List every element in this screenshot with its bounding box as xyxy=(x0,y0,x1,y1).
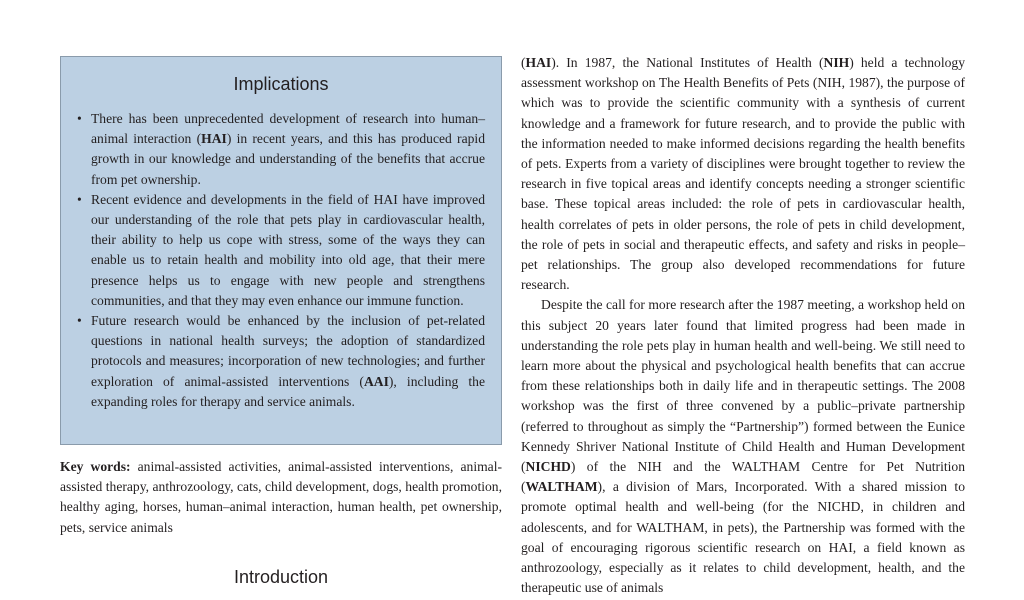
body-paragraph-2: Despite the call for more research after the 1987 meeting, a workshop held on this subject 20 years later found that limited progress had been made in understanding the role pets play in human health and well-being. We still need to learn more about the physical and psychological health benefits that can accrue from these relationships both in daily life and in therapeutic settings. The 2008 workshop was the first of three convened by a public–private partnership (referred to throughout as simply the “Partnership”) formed between the Eunice Kennedy Shriver National Institute of Child Health and Human Development (NICHD) of the NIH and the WALTHAM Centre for Pet Nutrition (WALTHAM), a division of Mars, Incorporated. With a shared mission to promote optimal health and well-being (for the NICHD, in children and adolescents, and for WALTHAM, in pets), the Partnership was formed with the goal of encouraging rigorous scientific research on HAI, a field known as anthrozoology, especially as it relates to child development, health, and the therapeutic use of animals xyxy=(521,297,965,596)
left-column xyxy=(60,56,502,590)
introduction-heading: Introduction xyxy=(233,566,329,587)
keywords-label: Key words: xyxy=(60,459,131,474)
keywords xyxy=(60,457,502,538)
implication-bullet-3: • Future research would be enhanced by the inclusion of pet-related questions in national health surveys; the adoption of standardized protocols and measures; incorporation of new technologies; and further exploration of animal-assisted interventions (AAI), including the expanding roles for therapy and service animals. xyxy=(77,311,485,412)
implications-title: Implications xyxy=(233,74,329,94)
keywords-text: animal-assisted activities, animal-assisted interventions, animal-assisted therapy, anthrozoology, cats, child development, dogs, health promotion, healthy aging, horses, human–animal interaction, human health, pet ownership, pets, service animals xyxy=(60,459,503,535)
implications-box xyxy=(60,56,502,445)
body-paragraph-1: (HAI). In 1987, the National Institutes of Health (NIH) held a technology assessment workshop on The Health Benefits of Pets (NIH, 1987), the purpose of which was to provide the scientific community with a synthesis of current knowledge and a framework for future research, and to provide the public with the information needed to make informed decisions regarding the health benefits of pets. Experts from a variety of disciplines were brought together to review the research in five topical areas and identify concepts needing a stronger scientific base. These topical areas included: the role of pets in cardiovascular health, health correlates of pets in older persons, the role of pets in child development, the role of pets in social and therapeutic effects, and safety and risks in people–pet relationships. The group also developed recommendations for future research. xyxy=(521,55,965,293)
right-column xyxy=(521,53,965,598)
implication-bullet-1: • There has been unprecedented development of research into human–animal interaction (HAI) in recent years, and this has produced rapid growth in our knowledge and understanding of the benefits that accrue from pet ownership. xyxy=(77,109,485,190)
implication-bullet-2: • Recent evidence and developments in the field of HAI have improved our understanding of the role that pets play in cardiovascular health, their ability to help us cope with stress, some of the ways they can enable us to retain health and mobility into old age, that their mere presence helps us to engage with new people and strengthens communities, and that they may even enhance our immune function. xyxy=(77,190,485,311)
implications-list xyxy=(77,109,485,412)
